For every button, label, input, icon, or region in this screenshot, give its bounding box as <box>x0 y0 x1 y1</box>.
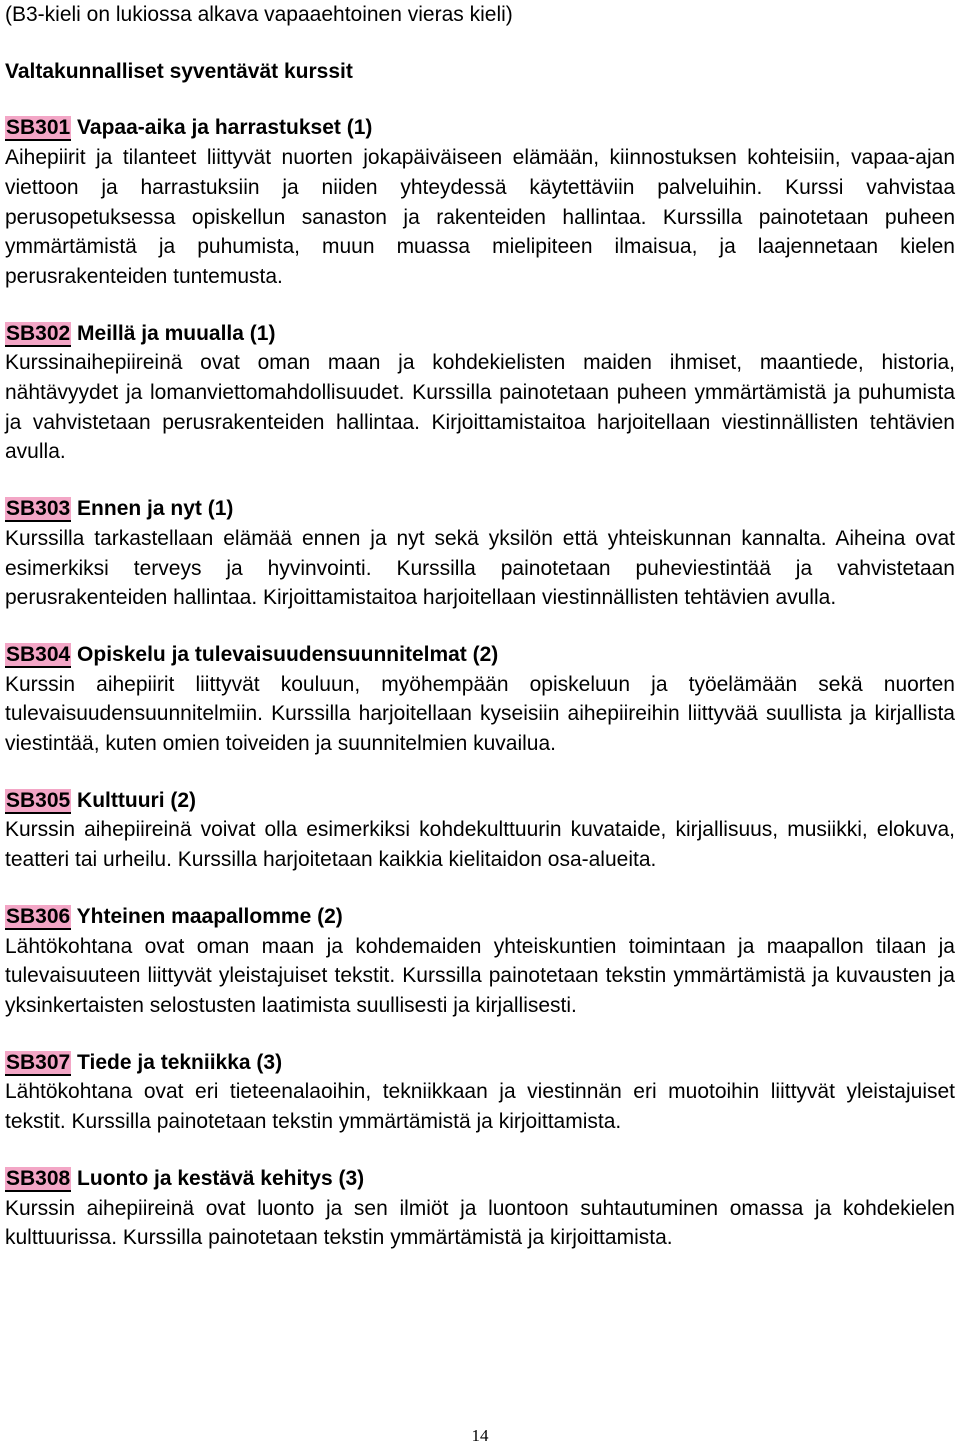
course-description: Kurssin aihepiirit liittyvät kouluun, myöhempään opiskeluun ja työelämään sekä nuorten tulevaisuudensuunnitelmiin. Kurssilla harjoitellaan kyseisiin aihepiireihin liittyvää suullista ja kirjallista viestintää, kuten omien toiveiden ja suunnitelmien kuvailua. <box>5 672 955 756</box>
course-title <box>5 1048 955 1078</box>
course-description: Kurssin aihepiireinä voivat olla esimerkiksi kohdekulttuurin kuvataide, kirjallisuus, musiikki, elokuva, teatteri tai urheilu. Kurssilla harjoitetaan kaikkia kielitaidon osa-alueita. <box>5 818 955 872</box>
course-code-link[interactable]: SB306 <box>6 904 71 928</box>
page-number: 14 <box>471 1426 489 1445</box>
course-name: Kulttuuri (2) <box>71 788 197 812</box>
course-description: Kurssilla tarkastellaan elämää ennen ja nyt sekä yksilön että yhteiskunnan kannalta. Aiheina ovat esimerkiksi terveys ja hyvinvointi. Kurssilla painotetaan puheviestintää ja vahvistetaan perusrakenteiden hallintaa. Kirjoittamistaitoa harjoitellaan viestinnällisten tehtävien avulla. <box>5 526 955 610</box>
course-title <box>5 494 955 524</box>
course-title <box>5 786 955 816</box>
section-heading: Valtakunnalliset syventävät kurssit <box>5 59 353 83</box>
course-code-link[interactable]: SB304 <box>6 642 71 666</box>
course-sb301 <box>5 113 955 291</box>
intro-text: (B3-kieli on lukiossa alkava vapaaehtoinen vieras kieli) <box>5 3 513 26</box>
course-name: Luonto ja kestävä kehitys (3) <box>71 1166 365 1190</box>
course-code-link[interactable]: SB302 <box>6 321 71 345</box>
course-title <box>5 902 955 932</box>
course-title <box>5 319 955 349</box>
course-name: Opiskelu ja tulevaisuudensuunnitelmat (2) <box>71 642 499 666</box>
course-title <box>5 1164 955 1194</box>
course-name: Yhteinen maapallomme (2) <box>71 904 343 928</box>
course-sb308 <box>5 1164 955 1253</box>
course-description: Kurssinaihepiireinä ovat oman maan ja kohdekielisten maiden ihmiset, maantiede, historia, nähtävyydet ja lomanviettomahdollisuudet. Kurssilla painotetaan puheen ymmärtämistä ja puhumista ja vahvistetaan perusrakenteiden hallintaa. Kirjoittamistaitoa harjoitellaan viestinnällisten tehtävien avulla. <box>5 351 955 464</box>
course-code-link[interactable]: SB303 <box>6 497 71 521</box>
course-title <box>5 113 955 143</box>
course-description: Lähtökohtana ovat oman maan ja kohdemaiden yhteiskuntien toimintaan ja maapallon tilaan ja tulevaisuuteen liittyvät yleistajuiset tekstit. Kurssilla painotetaan tekstin ymmärtämistä ja kuvausten ja yksinkertaisten selostusten laatimista suullisesti ja kirjallisesti. <box>5 934 955 1017</box>
course-name: Ennen ja nyt (1) <box>71 497 234 521</box>
course-sb304 <box>5 640 955 759</box>
course-code-link[interactable]: SB301 <box>6 116 71 140</box>
course-sb305 <box>5 786 955 875</box>
course-code-link[interactable]: SB308 <box>6 1166 71 1190</box>
course-description: Lähtökohtana ovat eri tieteenalaoihin, tekniikkaan ja viestinnän eri muotoihin liittyvät yleistajuiset tekstit. Kurssilla painotetaan tekstin ymmärtämistä ja kirjoittamista. <box>5 1080 955 1134</box>
course-description: Kurssin aihepiireinä ovat luonto ja sen ilmiöt ja luontoon suhtautuminen omassa ja kohdekielen kulttuurissa. Kurssilla painotetaan tekstin ymmärtämistä ja kirjoittamista. <box>5 1196 955 1250</box>
course-code-link[interactable]: SB305 <box>6 788 71 812</box>
course-sb307 <box>5 1048 955 1137</box>
course-name: Vapaa-aika ja harrastukset (1) <box>71 116 373 140</box>
course-code-link[interactable]: SB307 <box>6 1050 71 1074</box>
course-name: Tiede ja tekniikka (3) <box>71 1050 283 1074</box>
document-page <box>5 0 955 1253</box>
course-sb302 <box>5 319 955 468</box>
course-title <box>5 640 955 670</box>
course-sb306 <box>5 902 955 1021</box>
course-description: Aihepiirit ja tilanteet liittyvät nuorten jokapäiväiseen elämään, kiinnostuksen kohteisiin, vapaa-ajan viettoon ja harrastuksiin ja niiden yhteydessä käytettäviin palveluihin. Kurssi vahvistaa perusopetuksessa opiskellun sanaston ja rakenteiden hallintaa. Kurssilla painotetaan puheen ymmärtämistä ja puhumista, muun muassa mielipiteen ilmaisua, ja laajennetaan kielen perusrakenteiden tuntemusta. <box>5 146 955 288</box>
course-name: Meillä ja muualla (1) <box>71 321 276 345</box>
course-sb303 <box>5 494 955 613</box>
